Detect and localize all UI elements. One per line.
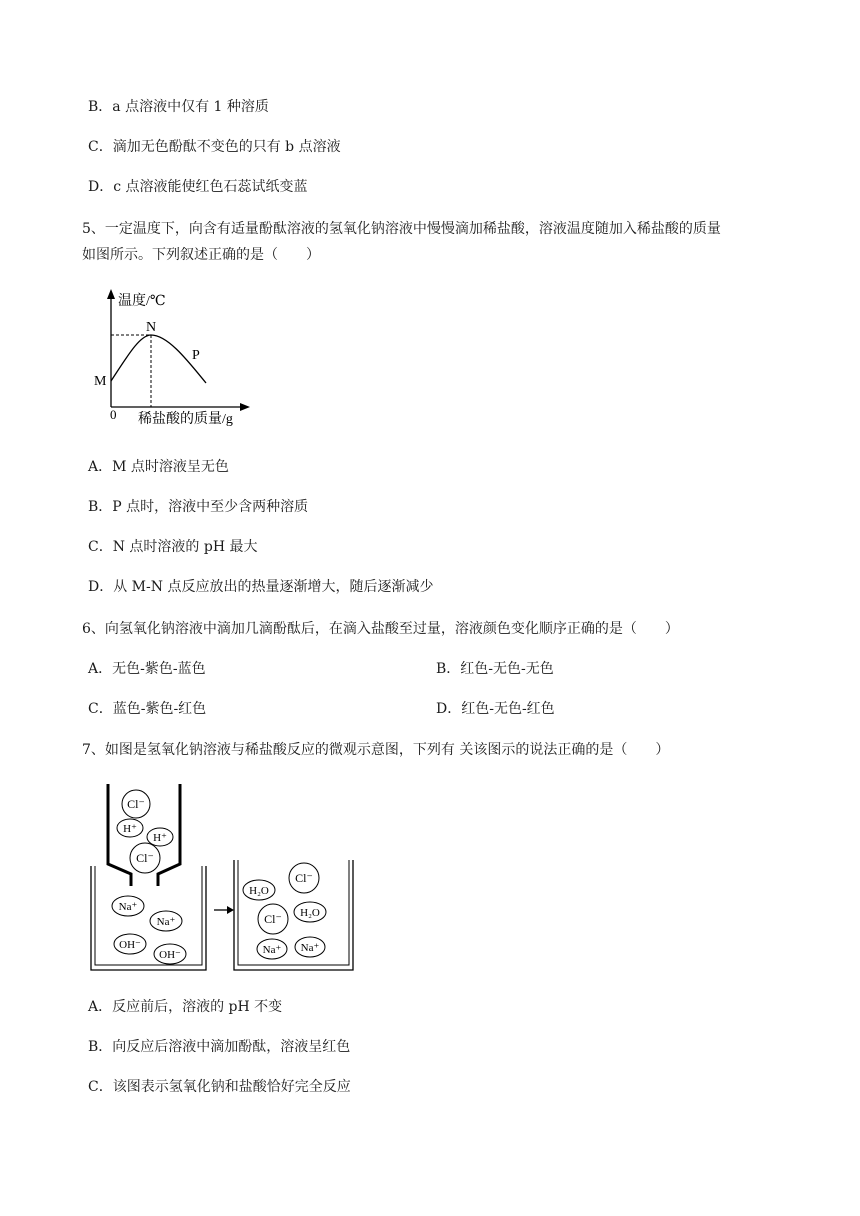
q6-option-d: D．红色-无色-红色 [436,701,555,717]
q7-option-a: A．反应前后，溶液的 pH 不变 [88,999,283,1015]
ion-na-1 [112,896,144,916]
svg-text:Na⁺: Na⁺ [262,944,282,956]
svg-text:H⁺: H⁺ [153,832,167,844]
chart-point-m: M [94,374,107,389]
ion-cl-1 [122,790,150,818]
q7-reaction-diagram [88,782,358,974]
svg-text:Cl⁻: Cl⁻ [127,797,145,811]
svg-text:OH⁻: OH⁻ [119,939,141,951]
chart-origin: 0 [110,407,117,422]
molecule-h2o-1 [243,880,275,900]
ion-oh-2 [154,944,186,964]
q5-option-a: A．M 点时溶液呈无色 [88,459,229,475]
svg-text:H₂O: H₂O [300,907,320,919]
svg-text:H⁺: H⁺ [123,823,137,835]
q6-option-c: C．蓝色-紫色-红色 [88,701,207,717]
svg-text:Na⁺: Na⁺ [156,916,176,928]
ion-na-3 [257,939,287,959]
ion-na-2 [150,911,182,931]
svg-text:Cl⁻: Cl⁻ [136,851,154,865]
chart-xlabel: 稀盐酸的质量/g [138,412,233,427]
q4-option-c: C．滴加无色酚酞不变色的只有 b 点溶液 [88,139,341,155]
q6-stem: 6、向氢氧化钠溶液中滴加几滴酚酞后，在滴入盐酸至过量，溶液颜色变化顺序正确的是（ ） [82,621,679,637]
q5-temperature-chart [88,285,258,430]
svg-text:Cl⁻: Cl⁻ [264,912,282,926]
ion-na-4 [295,937,325,957]
q6-option-b: B．红色-无色-无色 [436,661,554,677]
svg-text:Na⁺: Na⁺ [300,942,320,954]
svg-text:H₂O: H₂O [249,885,269,897]
ion-cl-2 [130,843,160,873]
y-axis-arrow [107,289,115,299]
q5-option-c: C．N 点时溶液的 pH 最大 [88,539,258,555]
q5-option-d: D．从 M-N 点反应放出的热量逐渐增大，随后逐渐减少 [88,579,434,595]
beaker-before [91,866,206,970]
svg-text:OH⁻: OH⁻ [159,949,181,961]
q5-option-b: B．P 点时，溶液中至少含两种溶质 [88,499,309,515]
q7-option-c: C．该图表示氢氧化钠和盐酸恰好完全反应 [88,1079,351,1095]
q7-option-b: B．向反应后溶液中滴加酚酞，溶液呈红色 [88,1039,351,1055]
molecule-h2o-2 [294,902,326,922]
q7-stem: 7、如图是氢氧化钠溶液与稀盐酸反应的微观示意图，下列有 关该图示的说法正确的是（ ） [82,742,670,758]
chart-point-p: P [192,348,200,363]
ion-cl-3 [289,863,319,893]
ion-h-2 [147,828,173,846]
q4-option-b: B．a 点溶液中仅有 1 种溶质 [88,99,269,115]
q6-option-a: A．无色-紫色-蓝色 [88,661,206,677]
q5-stem-line1: 5、一定温度下，向含有适量酚酞溶液的氢氧化钠溶液中慢慢滴加稀盐酸，溶液温度随加入稀盐酸的质量 [82,221,721,237]
x-axis-arrow [240,403,250,411]
svg-text:Cl⁻: Cl⁻ [295,871,313,885]
chart-ylabel: 温度/℃ [118,294,166,309]
q4-option-d: D．c 点溶液能使红色石蕊试纸变蓝 [88,179,308,195]
ion-h-1 [117,819,143,837]
ion-cl-4 [258,904,288,934]
ion-oh-1 [114,934,146,954]
svg-text:Na⁺: Na⁺ [118,901,138,913]
q5-stem-line2: 如图所示。下列叙述正确的是（ ） [82,247,320,263]
chart-point-n: N [146,320,157,335]
